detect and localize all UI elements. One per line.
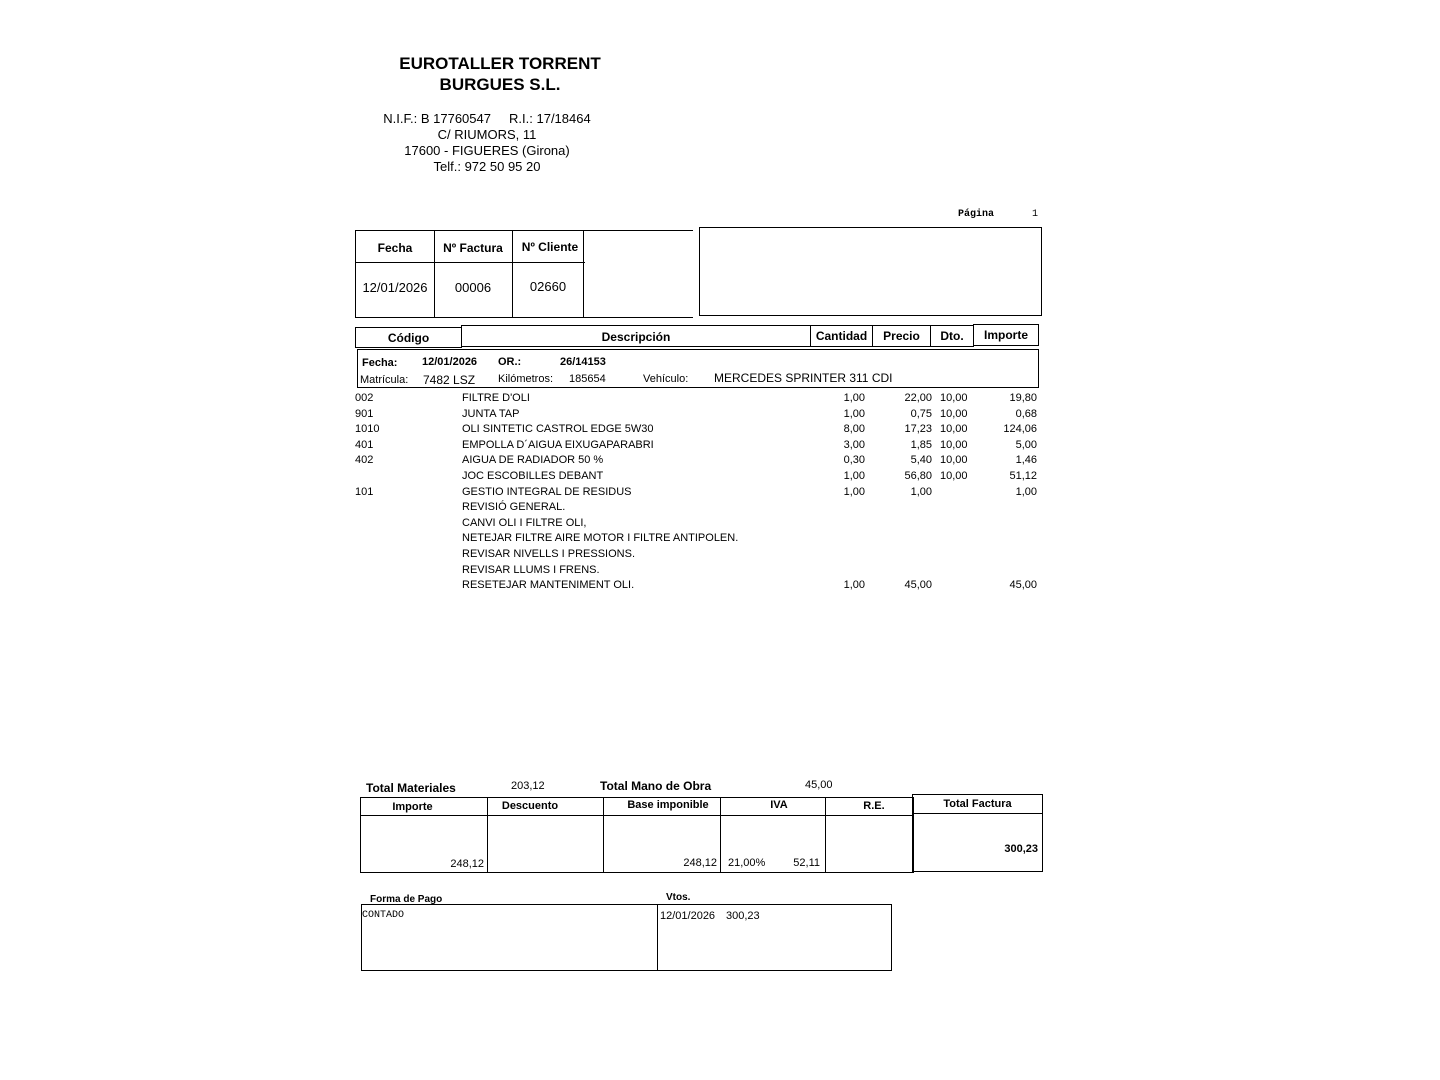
- line-price: 1,00: [910, 485, 932, 498]
- line-quantity: 1,00: [843, 407, 865, 420]
- factura-label: Nº Factura: [443, 241, 503, 255]
- line-items: [355, 392, 1045, 595]
- order-matricula-label: Matrícula:: [360, 374, 409, 386]
- order-or: 26/14153: [560, 356, 606, 368]
- company-name: [370, 53, 630, 95]
- company-name-line2: BURGUES S.L.: [439, 75, 561, 94]
- col-cantidad-label: Cantidad: [815, 329, 868, 343]
- totals-descuento-label: Descuento: [501, 800, 559, 812]
- table-row: [355, 501, 1045, 517]
- line-quantity: 8,00: [843, 423, 865, 436]
- table-row: [355, 486, 1045, 502]
- total-mano-obra-label: Total Mano de Obra: [600, 779, 712, 793]
- total-mano-obra-value: 45,00: [805, 779, 833, 791]
- page-number: 1: [1032, 209, 1039, 220]
- payment-divider: [657, 904, 658, 971]
- line-price: 17,23: [904, 423, 932, 436]
- line-price: 56,80: [904, 469, 932, 482]
- line-description: GESTIO INTEGRAL DE RESIDUS: [462, 485, 632, 498]
- order-km: 185654: [569, 373, 606, 385]
- order-vehiculo: MERCEDES SPRINTER 311 CDI: [714, 371, 893, 385]
- client-address-box: [699, 227, 1042, 316]
- totals-importe-label: Importe: [392, 801, 433, 813]
- page-label: Página: [958, 209, 995, 220]
- col-importe-label: Importe: [983, 328, 1028, 342]
- forma-pago-value: CONTADO: [362, 910, 405, 921]
- totals-base-label: Base imponible: [627, 799, 709, 811]
- line-code: 402: [355, 454, 374, 467]
- vto-fecha: 12/01/2026: [660, 910, 716, 922]
- table-row: [355, 470, 1045, 486]
- vto-importe: 300,23: [726, 910, 760, 922]
- fecha-value: 12/01/2026: [362, 280, 428, 295]
- line-code: 901: [355, 407, 374, 420]
- col-precio-label: Precio: [883, 329, 920, 343]
- company-nif: N.I.F.: B 17760547: [383, 111, 491, 126]
- line-price: 0,75: [910, 407, 932, 420]
- payment-box: [361, 904, 892, 971]
- col-descripcion-label: Descripción: [601, 330, 671, 344]
- table-row: [355, 454, 1045, 470]
- total-materiales-label: Total Materiales: [366, 781, 456, 795]
- table-row: [355, 579, 1045, 595]
- table-row: [355, 392, 1045, 408]
- company-phone: Telf.: 972 50 95 20: [433, 159, 541, 174]
- line-description: OLI SINTETIC CASTROL EDGE 5W30: [462, 423, 654, 436]
- totals-total-value: 300,23: [1004, 843, 1038, 855]
- totals-iva-value: 52,11: [793, 857, 820, 869]
- col-codigo-label: Código: [387, 331, 430, 345]
- order-km-label: Kilómetros:: [498, 373, 554, 385]
- totals-base-value: 248,12: [683, 857, 717, 869]
- total-materiales-value: 203,12: [511, 780, 545, 792]
- table-row: [355, 408, 1045, 424]
- line-description: AIGUA DE RADIADOR 50 %: [462, 454, 604, 467]
- invoice-header-divider: [355, 262, 585, 263]
- line-description: NETEJAR FILTRE AIRE MOTOR I FILTRE ANTIPOLEN.: [462, 532, 739, 545]
- line-amount: 45,00: [1009, 579, 1037, 592]
- line-price: 22,00: [904, 392, 932, 404]
- cliente-label: Nº Cliente: [521, 240, 579, 254]
- order-matricula: 7482 LSZ: [423, 373, 476, 387]
- line-description: FILTRE D'OLI: [462, 392, 530, 404]
- line-code: 101: [355, 485, 374, 498]
- line-discount: 10,00: [940, 407, 968, 420]
- line-quantity: 0,30: [843, 454, 865, 467]
- totals-total-label: Total Factura: [943, 798, 1012, 810]
- line-description: REVISIÓ GENERAL.: [462, 501, 566, 514]
- totals-re-label: R.E.: [863, 800, 885, 812]
- line-description: JOC ESCOBILLES DEBANT: [462, 469, 604, 482]
- line-code: 1010: [355, 423, 380, 436]
- line-description: RESETEJAR MANTENIMENT OLI.: [462, 579, 635, 592]
- line-code: 002: [355, 392, 374, 404]
- company-tax-ids: [357, 111, 617, 127]
- line-amount: 1,46: [1015, 454, 1037, 467]
- line-description: EMPOLLA D´AIGUA EIXUGAPARABRI: [462, 438, 654, 451]
- order-fecha: 12/01/2026: [422, 356, 478, 368]
- table-row: [355, 517, 1045, 533]
- line-discount: 10,00: [940, 438, 968, 451]
- forma-pago-label: Forma de Pago: [370, 894, 443, 905]
- line-discount: 10,00: [940, 469, 968, 482]
- company-city: 17600 - FIGUERES (Girona): [404, 143, 570, 158]
- line-price: 1,85: [910, 438, 932, 451]
- line-quantity: 1,00: [843, 469, 865, 482]
- line-price: 45,00: [904, 579, 932, 592]
- line-price: 5,40: [910, 454, 932, 467]
- totals-iva-label: IVA: [770, 799, 788, 811]
- line-quantity: 3,00: [843, 438, 865, 451]
- line-amount: 1,00: [1015, 485, 1037, 498]
- line-amount: 124,06: [1003, 423, 1037, 436]
- table-row: [355, 564, 1045, 580]
- line-amount: 51,12: [1009, 469, 1037, 482]
- totals-iva-pct: 21,00%: [728, 857, 766, 869]
- totals-importe-value: 248,12: [450, 858, 484, 870]
- line-quantity: 1,00: [843, 392, 865, 404]
- line-amount: 19,80: [1009, 392, 1037, 404]
- line-discount: 10,00: [940, 454, 968, 467]
- line-discount: 10,00: [940, 392, 968, 404]
- line-amount: 5,00: [1015, 438, 1037, 451]
- fecha-label: Fecha: [377, 241, 413, 255]
- vtos-label: Vtos.: [666, 892, 691, 903]
- line-description: CANVI OLI I FILTRE OLI,: [462, 516, 587, 529]
- line-description: REVISAR NIVELLS I PRESSIONS.: [462, 547, 636, 560]
- total-factura-divider: [912, 813, 1043, 814]
- line-quantity: 1,00: [843, 485, 865, 498]
- line-description: REVISAR LLUMS I FRENS.: [462, 563, 600, 576]
- order-vehiculo-label: Vehículo:: [643, 373, 689, 385]
- table-row: [355, 532, 1045, 548]
- line-code: 401: [355, 438, 374, 451]
- table-row: [355, 439, 1045, 455]
- line-description: JUNTA TAP: [462, 407, 520, 420]
- line-discount: 10,00: [940, 423, 968, 436]
- company-name-line1: EUROTALLER TORRENT: [399, 54, 601, 73]
- table-row: [355, 548, 1045, 564]
- company-info: [357, 111, 617, 175]
- col-dto-label: Dto.: [940, 329, 964, 343]
- order-fecha-label: Fecha:: [362, 357, 398, 369]
- order-or-label: OR.:: [498, 356, 522, 368]
- cliente-value: 02660: [529, 279, 567, 294]
- factura-value: 00006: [454, 280, 492, 295]
- table-row: [355, 423, 1045, 439]
- company-address: C/ RIUMORS, 11: [437, 127, 537, 142]
- line-quantity: 1,00: [843, 579, 865, 592]
- company-ri: R.I.: 17/18464: [509, 111, 591, 126]
- line-amount: 0,68: [1015, 407, 1037, 420]
